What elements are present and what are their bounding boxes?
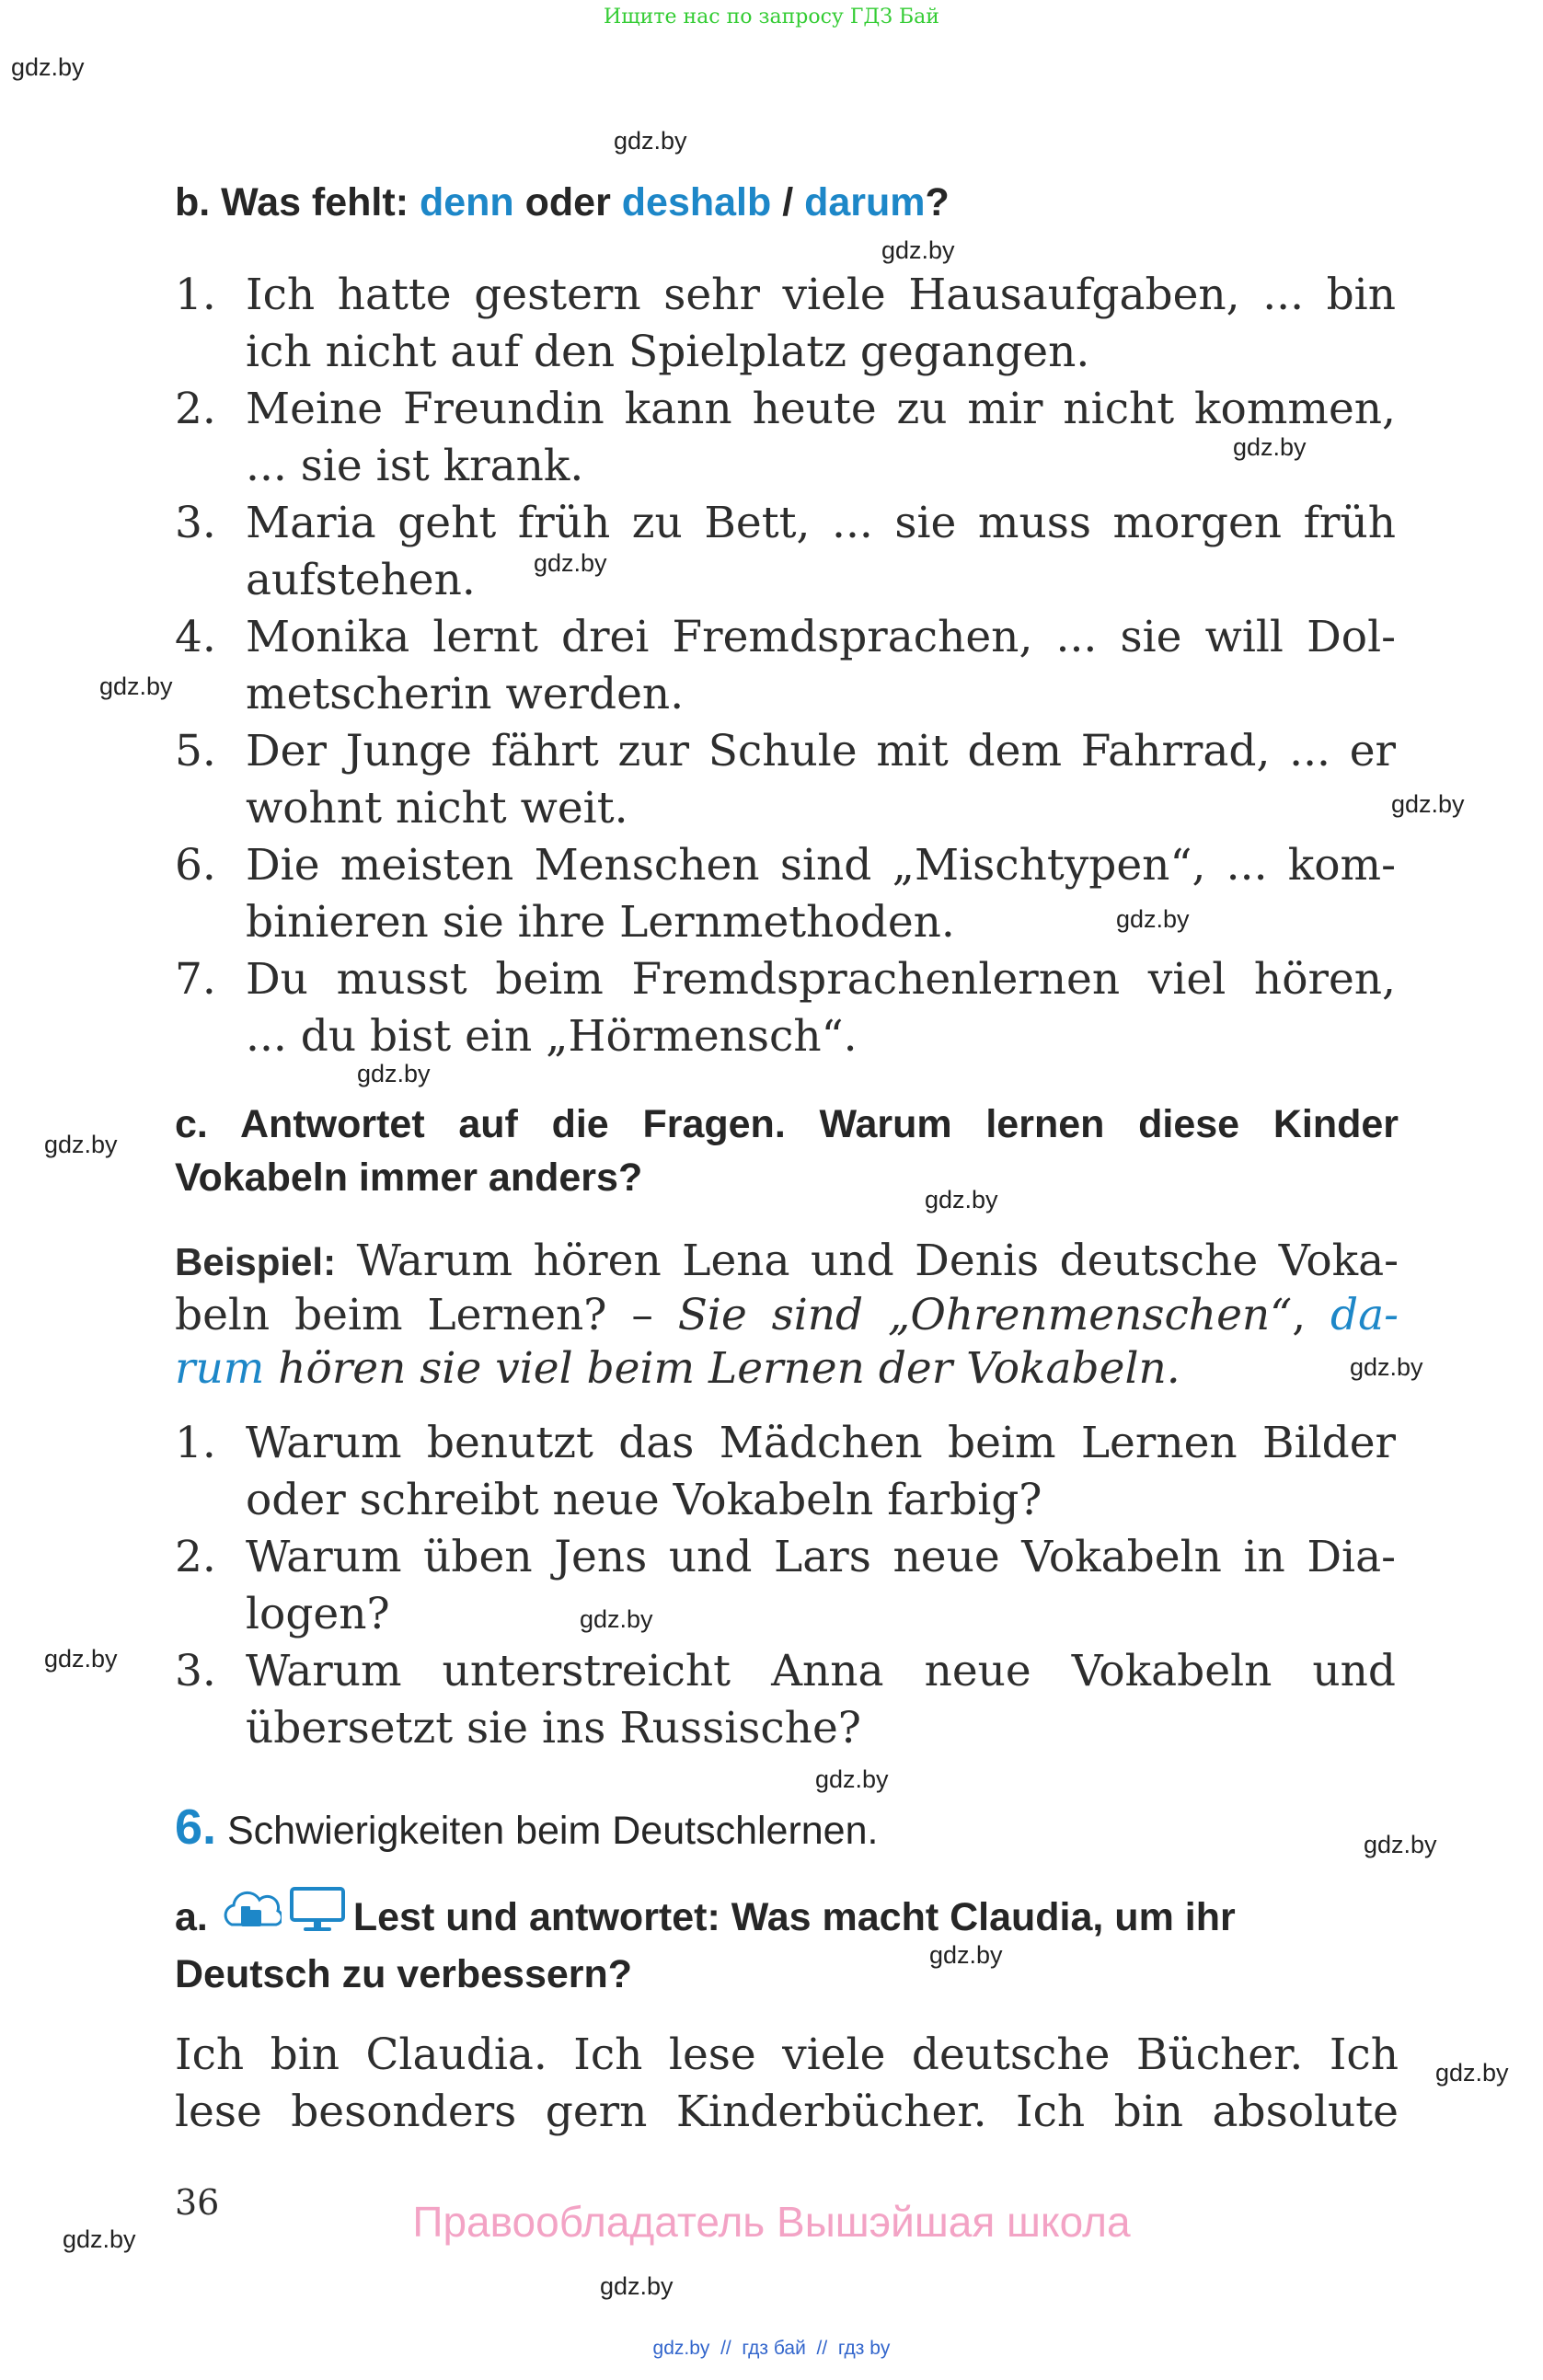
top-banner[interactable]: Ищите нас по запросу ГДЗ Бай <box>604 6 939 29</box>
section-a-heading: a. Lest und antwortet: Was macht Claudia, um ihr Deutsch zu verbessern? <box>175 1886 1399 2001</box>
watermark: gdz.by <box>1391 790 1465 818</box>
rights-holder: Правообладатель Вышэйшая школа <box>412 2198 1131 2246</box>
watermark: gdz.by <box>925 1186 998 1213</box>
watermark: gdz.by <box>99 673 173 700</box>
section-c-heading: c. Antwortet auf die Fragen. Warum lernen diese Kinder Vokabeln immer anders? <box>175 1102 1399 1200</box>
watermark: gdz.by <box>600 2272 674 2300</box>
watermark: gdz.by <box>580 1605 653 1633</box>
watermark: gdz.by <box>44 1131 118 1158</box>
watermark: gdz.by <box>63 2225 136 2253</box>
watermark: gdz.by <box>357 1060 431 1087</box>
watermark: gdz.by <box>1350 1353 1423 1381</box>
bottom-banner[interactable]: gdz.by // гдз бай // гдз by <box>652 2338 891 2359</box>
task-6-heading: 6. Schwierigkeiten beim Deutschlernen. <box>175 1799 879 1855</box>
watermark: gdz.by <box>614 127 687 155</box>
watermark: gdz.by <box>534 549 607 577</box>
monitor-icon[interactable] <box>289 1886 346 1948</box>
watermark: gdz.by <box>1116 905 1190 933</box>
cloud-folder-icon[interactable] <box>221 1888 282 1946</box>
watermark: gdz.by <box>44 1645 118 1673</box>
watermark: gdz.by <box>815 1765 889 1793</box>
claudia-paragraph: Ich bin Claudia. Ich lese viele deutsche Bücher. Ich lese besonders gern Kinderbücher. Ich bin absolute <box>175 2029 1399 2137</box>
watermark: gdz.by <box>1233 433 1307 461</box>
watermark: gdz.by <box>929 1941 1003 1969</box>
watermark: gdz.by <box>11 53 85 81</box>
section-b-heading: b. Was fehlt: denn oder deshalb / darum? <box>175 180 950 224</box>
page-number: 36 <box>175 2182 220 2223</box>
watermark: gdz.by <box>1435 2059 1509 2087</box>
example-paragraph: Beispiel: Warum hören Lena und Denis deutsche Voka- beln beim Lernen? – Sie sind „Ohrenmenschen“, da- rum hören sie viel beim Lernen der Vokabeln. <box>175 1236 1399 1394</box>
watermark: gdz.by <box>881 236 955 264</box>
watermark: gdz.by <box>1364 1831 1437 1858</box>
